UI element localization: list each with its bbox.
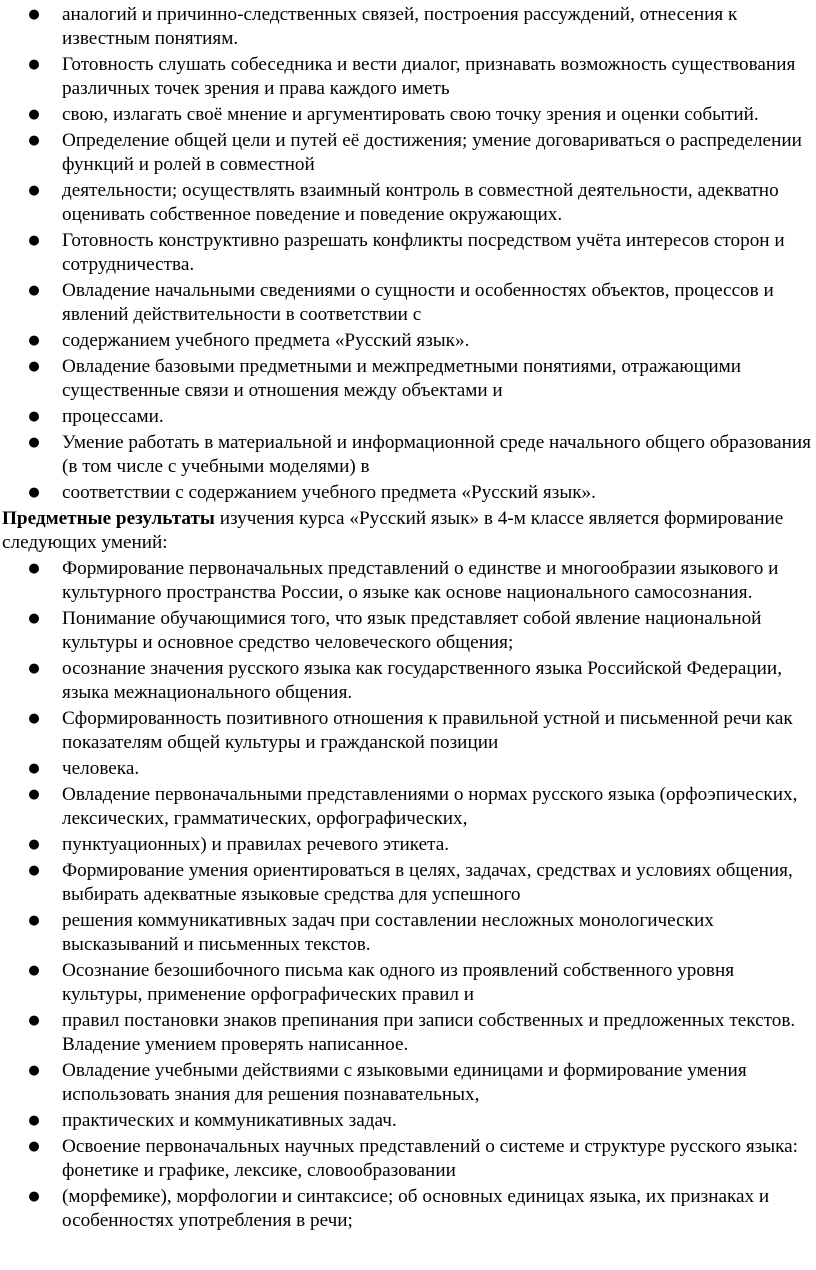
list-item (0, 129, 816, 177)
bullet-icon: ● (28, 283, 40, 298)
list-item-text: деятельности; осуществлять взаимный контроль в совместной деятельности, адекватно оценивать собственное поведение и поведение окружающих. (62, 180, 779, 225)
bullet-icon: ● (28, 7, 40, 22)
bullet-icon: ● (28, 409, 40, 424)
bullet-icon: ● (28, 359, 40, 374)
list-item-text: практических и коммуникативных задач. (62, 1110, 397, 1131)
list-item (0, 859, 816, 907)
list-item-text: Сформированность позитивного отношения к правильной устной и письменной речи как показателям общей культуры и гражданской позиции (62, 708, 793, 753)
bullet-icon: ● (28, 1139, 40, 1154)
bullet-icon: ● (28, 333, 40, 348)
list-item-text: Формирование умения ориентироваться в целях, задачах, средствах и условиях общения, выбирать адекватные языковые средства для успешного (62, 860, 793, 905)
subject-results-paragraph (0, 507, 816, 555)
list-item-text: Готовность слушать собеседника и вести диалог, признавать возможность существования различных точек зрения и права каждого иметь (62, 54, 796, 99)
bullet-icon: ● (28, 761, 40, 776)
list-item (0, 53, 816, 101)
bullet-list-competencies (0, 3, 816, 505)
bullet-icon: ● (28, 863, 40, 878)
bullet-icon: ● (28, 661, 40, 676)
bullet-icon: ● (28, 57, 40, 72)
list-item-text: аналогий и причинно-следственных связей, построения рассуждений, отнесения к известным понятиям. (62, 4, 738, 49)
list-item (0, 1009, 816, 1057)
list-item (0, 909, 816, 957)
bullet-icon: ● (28, 1063, 40, 1078)
list-item (0, 657, 816, 705)
list-item-text: Овладение первоначальными представлениями о нормах русского языка (орфоэпических, лексических, грамматических, орфографических, (62, 784, 798, 829)
list-item-text: осознание значения русского языка как государственного языка Российской Федерации, языка межнационального общения. (62, 658, 782, 703)
list-item (0, 1109, 816, 1133)
list-item (0, 833, 816, 857)
list-item (0, 757, 816, 781)
subject-results-heading: Предметные результаты (2, 508, 215, 529)
list-item (0, 229, 816, 277)
list-item-text: Овладение начальными сведениями о сущности и особенностях объектов, процессов и явлений действительности в соответствии с (62, 280, 774, 325)
list-item-text: Умение работать в материальной и информационной среде начального общего образования (в том числе с учебными моделями) в (62, 432, 811, 477)
list-item (0, 557, 816, 605)
list-item-text: Готовность конструктивно разрешать конфликты посредством учёта интересов сторон и сотрудничества. (62, 230, 785, 275)
list-item-text: пунктуационных) и правилах речевого этикета. (62, 834, 450, 855)
bullet-icon: ● (28, 133, 40, 148)
subject-results-text: изучения курса «Русский язык» в 4-м классе является формирование следующих умений: (2, 508, 784, 553)
list-item (0, 329, 816, 353)
bullet-icon: ● (28, 787, 40, 802)
list-item (0, 1185, 816, 1233)
list-item (0, 3, 816, 51)
list-item (0, 959, 816, 1007)
list-item-text: Понимание обучающимися того, что язык представляет собой явление национальной культуры и основное средство человеческого общения; (62, 608, 762, 653)
list-item (0, 1059, 816, 1107)
bullet-icon: ● (28, 1113, 40, 1128)
list-item-text: содержанием учебного предмета «Русский язык». (62, 330, 470, 351)
list-item (0, 103, 816, 127)
list-item (0, 279, 816, 327)
list-item-text: Осознание безошибочного письма как одного из проявлений собственного уровня культуры, применение орфографических правил и (62, 960, 735, 1005)
bullet-icon: ● (28, 435, 40, 450)
bullet-icon: ● (28, 711, 40, 726)
bullet-icon: ● (28, 963, 40, 978)
list-item (0, 405, 816, 429)
list-item (0, 481, 816, 505)
bullet-icon: ● (28, 1189, 40, 1204)
list-item (0, 707, 816, 755)
list-item (0, 607, 816, 655)
list-item-text: правил постановки знаков препинания при записи собственных и предложенных текстов. Владение умением проверять написанное. (62, 1010, 796, 1055)
list-item-text: процессами. (62, 406, 164, 427)
list-item (0, 1135, 816, 1183)
list-item (0, 783, 816, 831)
list-item-text: решения коммуникативных задач при составлении несложных монологических высказываний и письменных текстов. (62, 910, 714, 955)
bullet-icon: ● (28, 183, 40, 198)
list-item-text: Освоение первоначальных научных представлений о системе и структуре русского языка: фонетике и графике, лексике, словообразовании (62, 1136, 799, 1181)
list-item (0, 355, 816, 403)
list-item-text: Овладение учебными действиями с языковыми единицами и формирование умения использовать знания для решения познавательных, (62, 1060, 747, 1105)
bullet-icon: ● (28, 837, 40, 852)
list-item-text: соответствии с содержанием учебного предмета «Русский язык». (62, 482, 596, 503)
list-item-text: (морфемике), морфологии и синтаксисе; об основных единицах языка, их признаках и особенностях употребления в речи; (62, 1186, 770, 1231)
bullet-icon: ● (28, 913, 40, 928)
bullet-icon: ● (28, 233, 40, 248)
list-item-text: человека. (62, 758, 140, 779)
bullet-icon: ● (28, 1013, 40, 1028)
bullet-icon: ● (28, 485, 40, 500)
list-item (0, 179, 816, 227)
bullet-list-subject-results (0, 557, 816, 1233)
bullet-icon: ● (28, 107, 40, 122)
list-item (0, 431, 816, 479)
bullet-icon: ● (28, 611, 40, 626)
list-item-text: Овладение базовыми предметными и межпредметными понятиями, отражающими существенные связи и отношения между объектами и (62, 356, 742, 401)
list-item-text: Определение общей цели и путей её достижения; умение договариваться о распределении функций и ролей в совместной (62, 130, 802, 175)
list-item-text: свою, излагать своё мнение и аргументировать свою точку зрения и оценки событий. (62, 104, 759, 125)
list-item-text: Формирование первоначальных представлений о единстве и многообразии языкового и культурного пространства России, о языке как основе национального самосознания. (62, 558, 779, 603)
bullet-icon: ● (28, 561, 40, 576)
